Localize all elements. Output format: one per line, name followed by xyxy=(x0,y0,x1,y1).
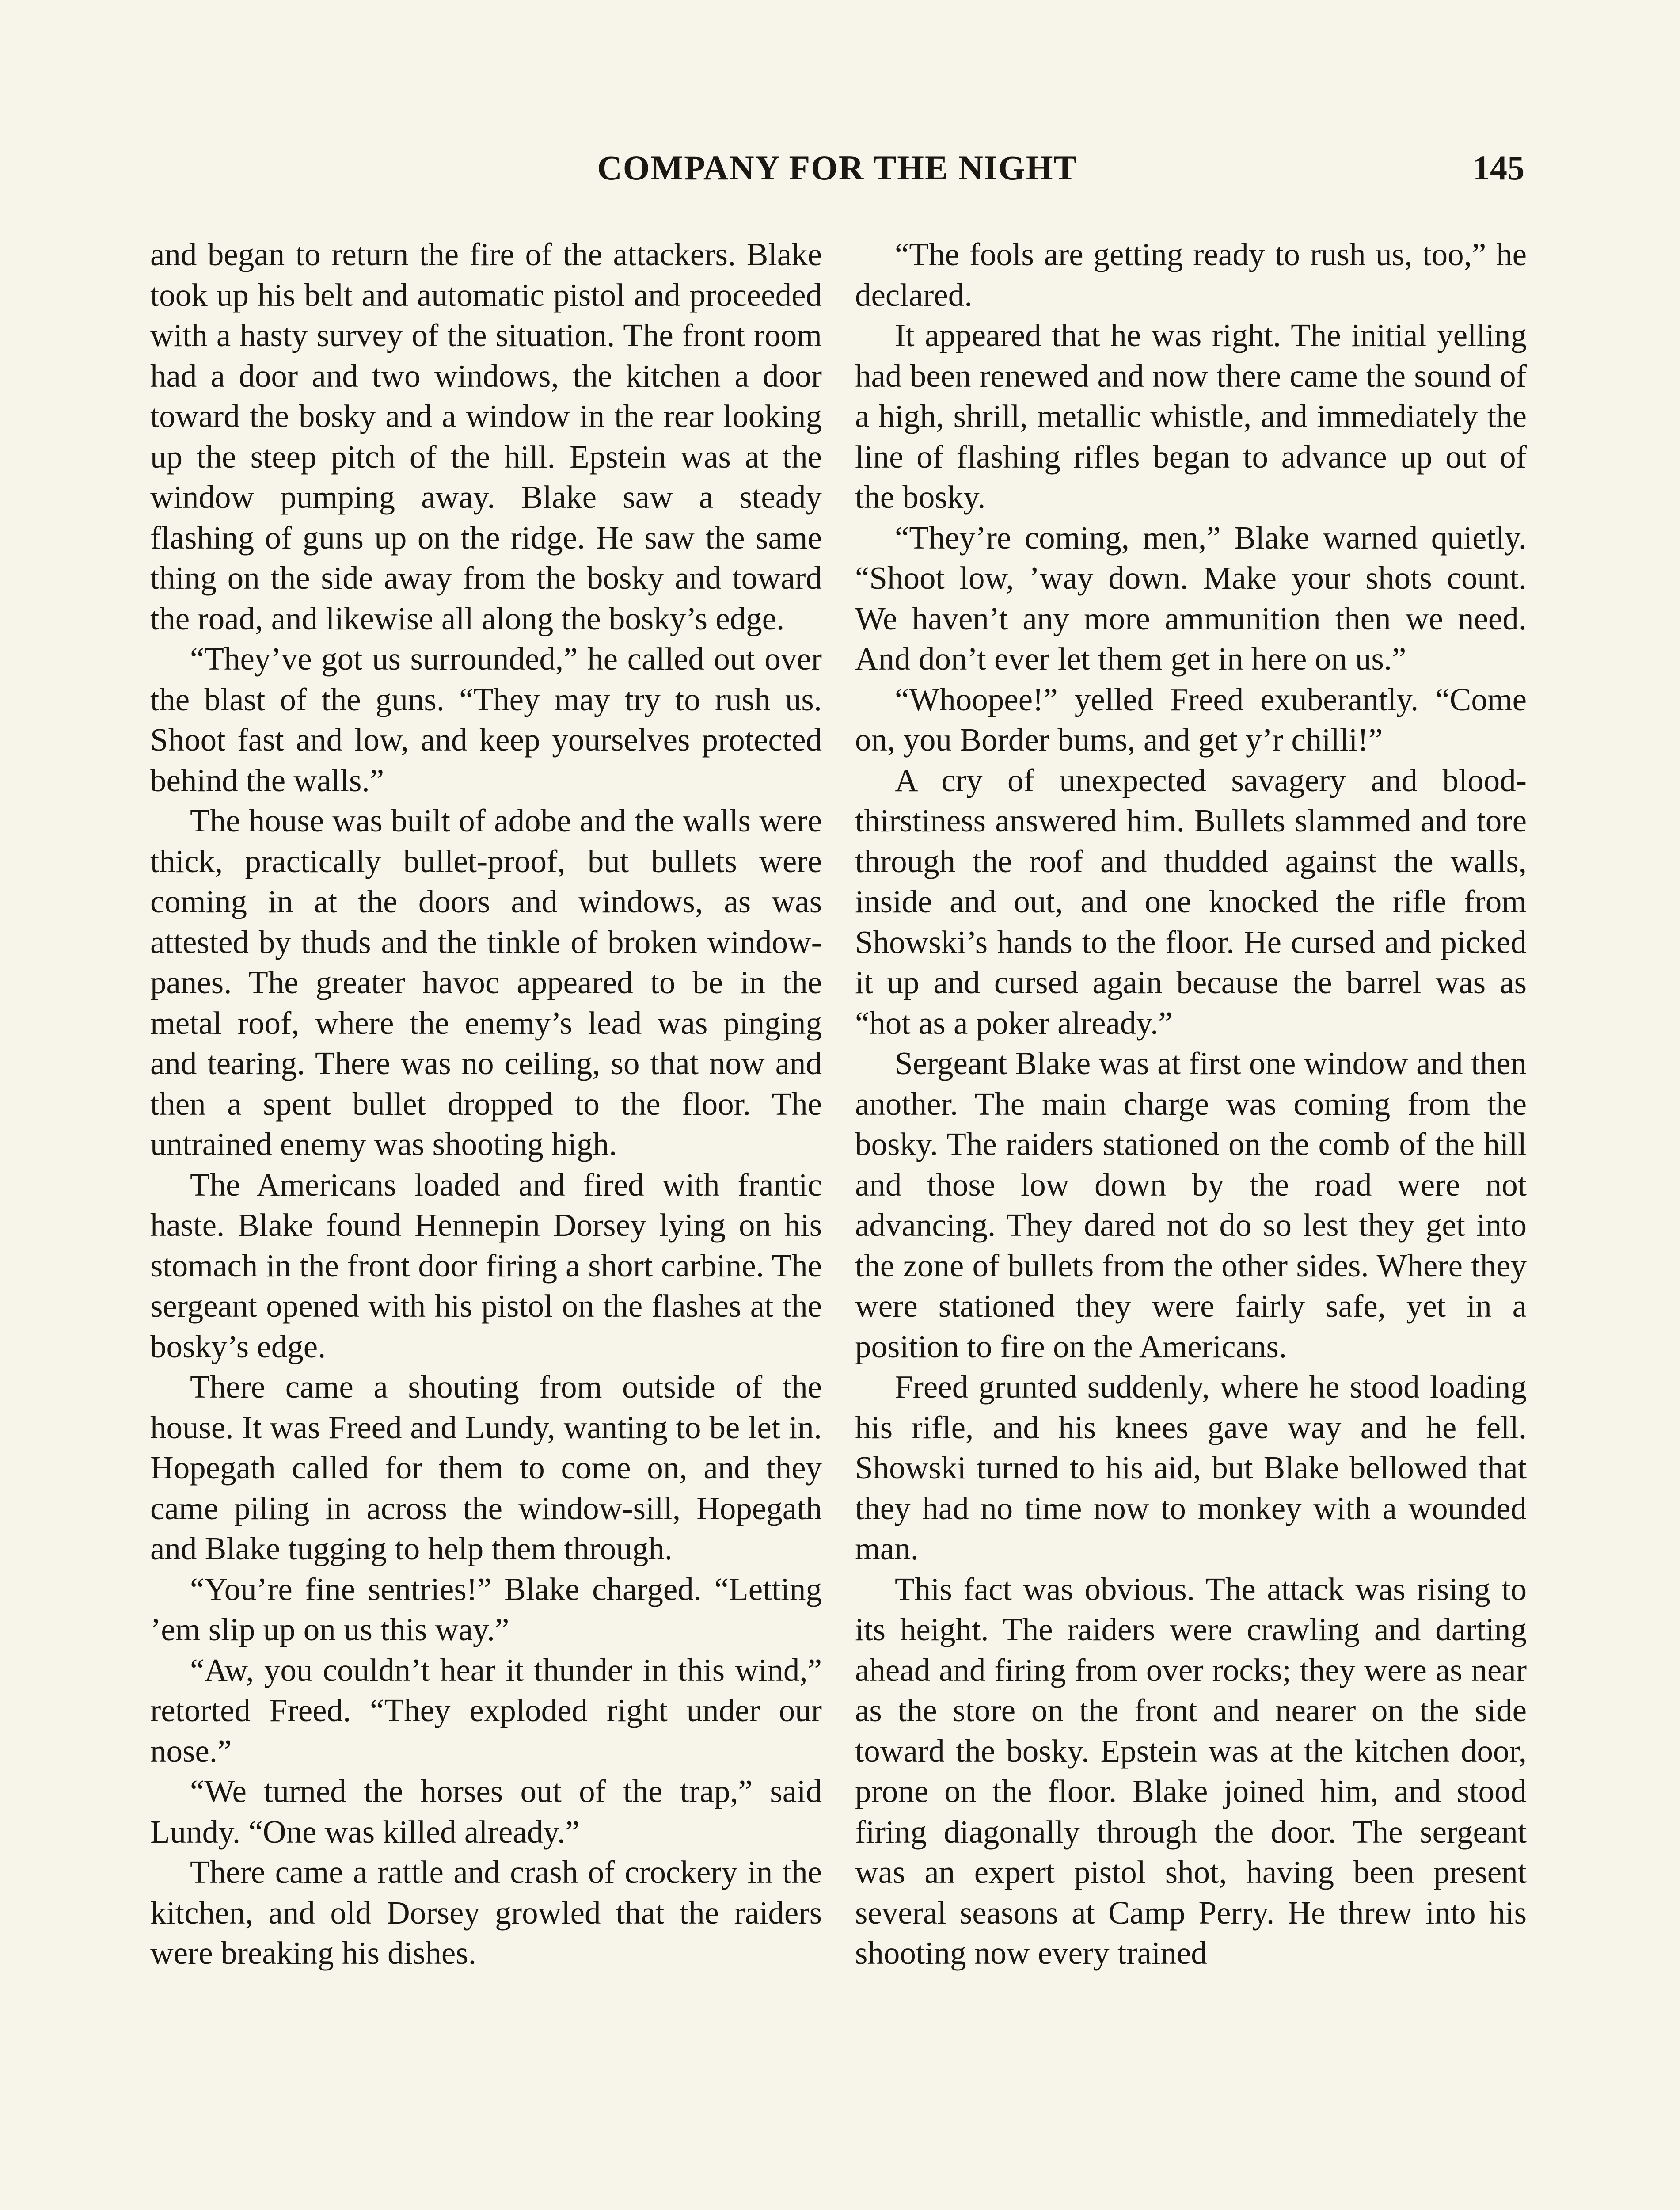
paragraph: This fact was obvious. The attack was rising to its height. The raiders were crawling and darting ahead and firing from over rocks; they were as near as the store on the front and nearer on the side toward the bosky. Epstein was at the kitchen door, prone on the floor. Blake joined him, and stood firing diagonally through the door. The sergeant was an expert pistol shot, having been present several seasons at Camp Perry. He threw into his shooting now every trained xyxy=(855,1571,1527,1971)
left-column xyxy=(150,234,822,1974)
right-column xyxy=(855,234,1527,1974)
paragraph: and began to return the fire of the attackers. Blake took up his belt and automatic pistol and proceeded with a hasty survey of the situation. The front room had a door and two windows, the kitchen a door toward the bosky and a window in the rear looking up the steep pitch of the hill. Epstein was at the window pumping away. Blake saw a steady flashing of guns up on the ridge. He saw the same thing on the side away from the bosky and toward the road, and likewise all along the bosky’s edge. xyxy=(150,236,822,636)
paragraph: Sergeant Blake was at first one window and then another. The main charge was coming from the bosky. The raiders stationed on the comb of the hill and those low down by the road were not advancing. They dared not do so lest they get into the zone of bullets from the other sides. Where they were stationed they were fairly safe, yet in a position to fire on the Americans. xyxy=(855,1045,1527,1364)
paragraph: There came a shouting from outside of the house. It was Freed and Lundy, wanting to be let in. Hopegath called for them to come on, and they came piling in across the window-sill, Hopegath and Blake tugging to help them through. xyxy=(150,1369,822,1566)
running-title: COMPANY FOR THE NIGHT xyxy=(597,149,1078,187)
paragraph: The house was built of adobe and the walls were thick, practically bullet-proof, but bullets were coming in at the doors and windows, as was attested by thuds and the tinkle of broken window-panes. The greater havoc appeared to be in the metal roof, where the enemy’s lead was pinging and tearing. There was no ceiling, so that now and then a spent bullet dropped to the floor. The untrained enemy was shooting high. xyxy=(150,803,822,1162)
paragraph: It appeared that he was right. The initial yelling had been renewed and now there came the sound of a high, shrill, metallic whistle, and immediately the line of flashing rifles began to advance up out of the bosky. xyxy=(855,317,1527,515)
paragraph: “We turned the horses out of the trap,” said Lundy. “One was killed already.” xyxy=(150,1773,822,1850)
paragraph: Freed grunted suddenly, where he stood loading his rifle, and his knees gave way and he fell. Showski turned to his aid, but Blake bellowed that they had no time now to monkey with a wounded man. xyxy=(855,1369,1527,1566)
paragraph: There came a rattle and crash of crockery in the kitchen, and old Dorsey growled that the raiders were breaking his dishes. xyxy=(150,1854,822,1971)
page-header xyxy=(150,148,1524,197)
paragraph: “The fools are getting ready to rush us, too,” he declared. xyxy=(855,236,1527,313)
paragraph: “They’ve got us surrounded,” he called out over the blast of the guns. “They may try to rush us. Shoot fast and low, and keep yourselves protected behind the walls.” xyxy=(150,641,822,798)
paragraph: “They’re coming, men,” Blake warned quietly. “Shoot low, ’way down. Make your shots count. We haven’t any more ammunition then we need. And don’t ever let them get in here on us.” xyxy=(855,519,1527,677)
paragraph: “Aw, you couldn’t hear it thunder in this wind,” retorted Freed. “They exploded right under our nose.” xyxy=(150,1652,822,1769)
page-number: 145 xyxy=(1473,149,1524,187)
paragraph: “You’re fine sentries!” Blake charged. “Letting ’em slip up on us this way.” xyxy=(150,1571,822,1647)
paragraph: The Americans loaded and fired with frantic haste. Blake found Hennepin Dorsey lying on his stomach in the front door firing a short carbine. The sergeant opened with his pistol on the flashes at the bosky’s edge. xyxy=(150,1166,822,1364)
paragraph: A cry of unexpected savagery and blood-thirstiness answered him. Bullets slammed and tore through the roof and thudded against the walls, inside and out, and one knocked the rifle from Showski’s hands to the floor. He cursed and picked it up and cursed again because the barrel was as “hot as a poker already.” xyxy=(855,762,1527,1041)
paragraph: “Whoopee!” yelled Freed exuberantly. “Come on, you Border bums, and get y’r chilli!” xyxy=(855,681,1527,758)
